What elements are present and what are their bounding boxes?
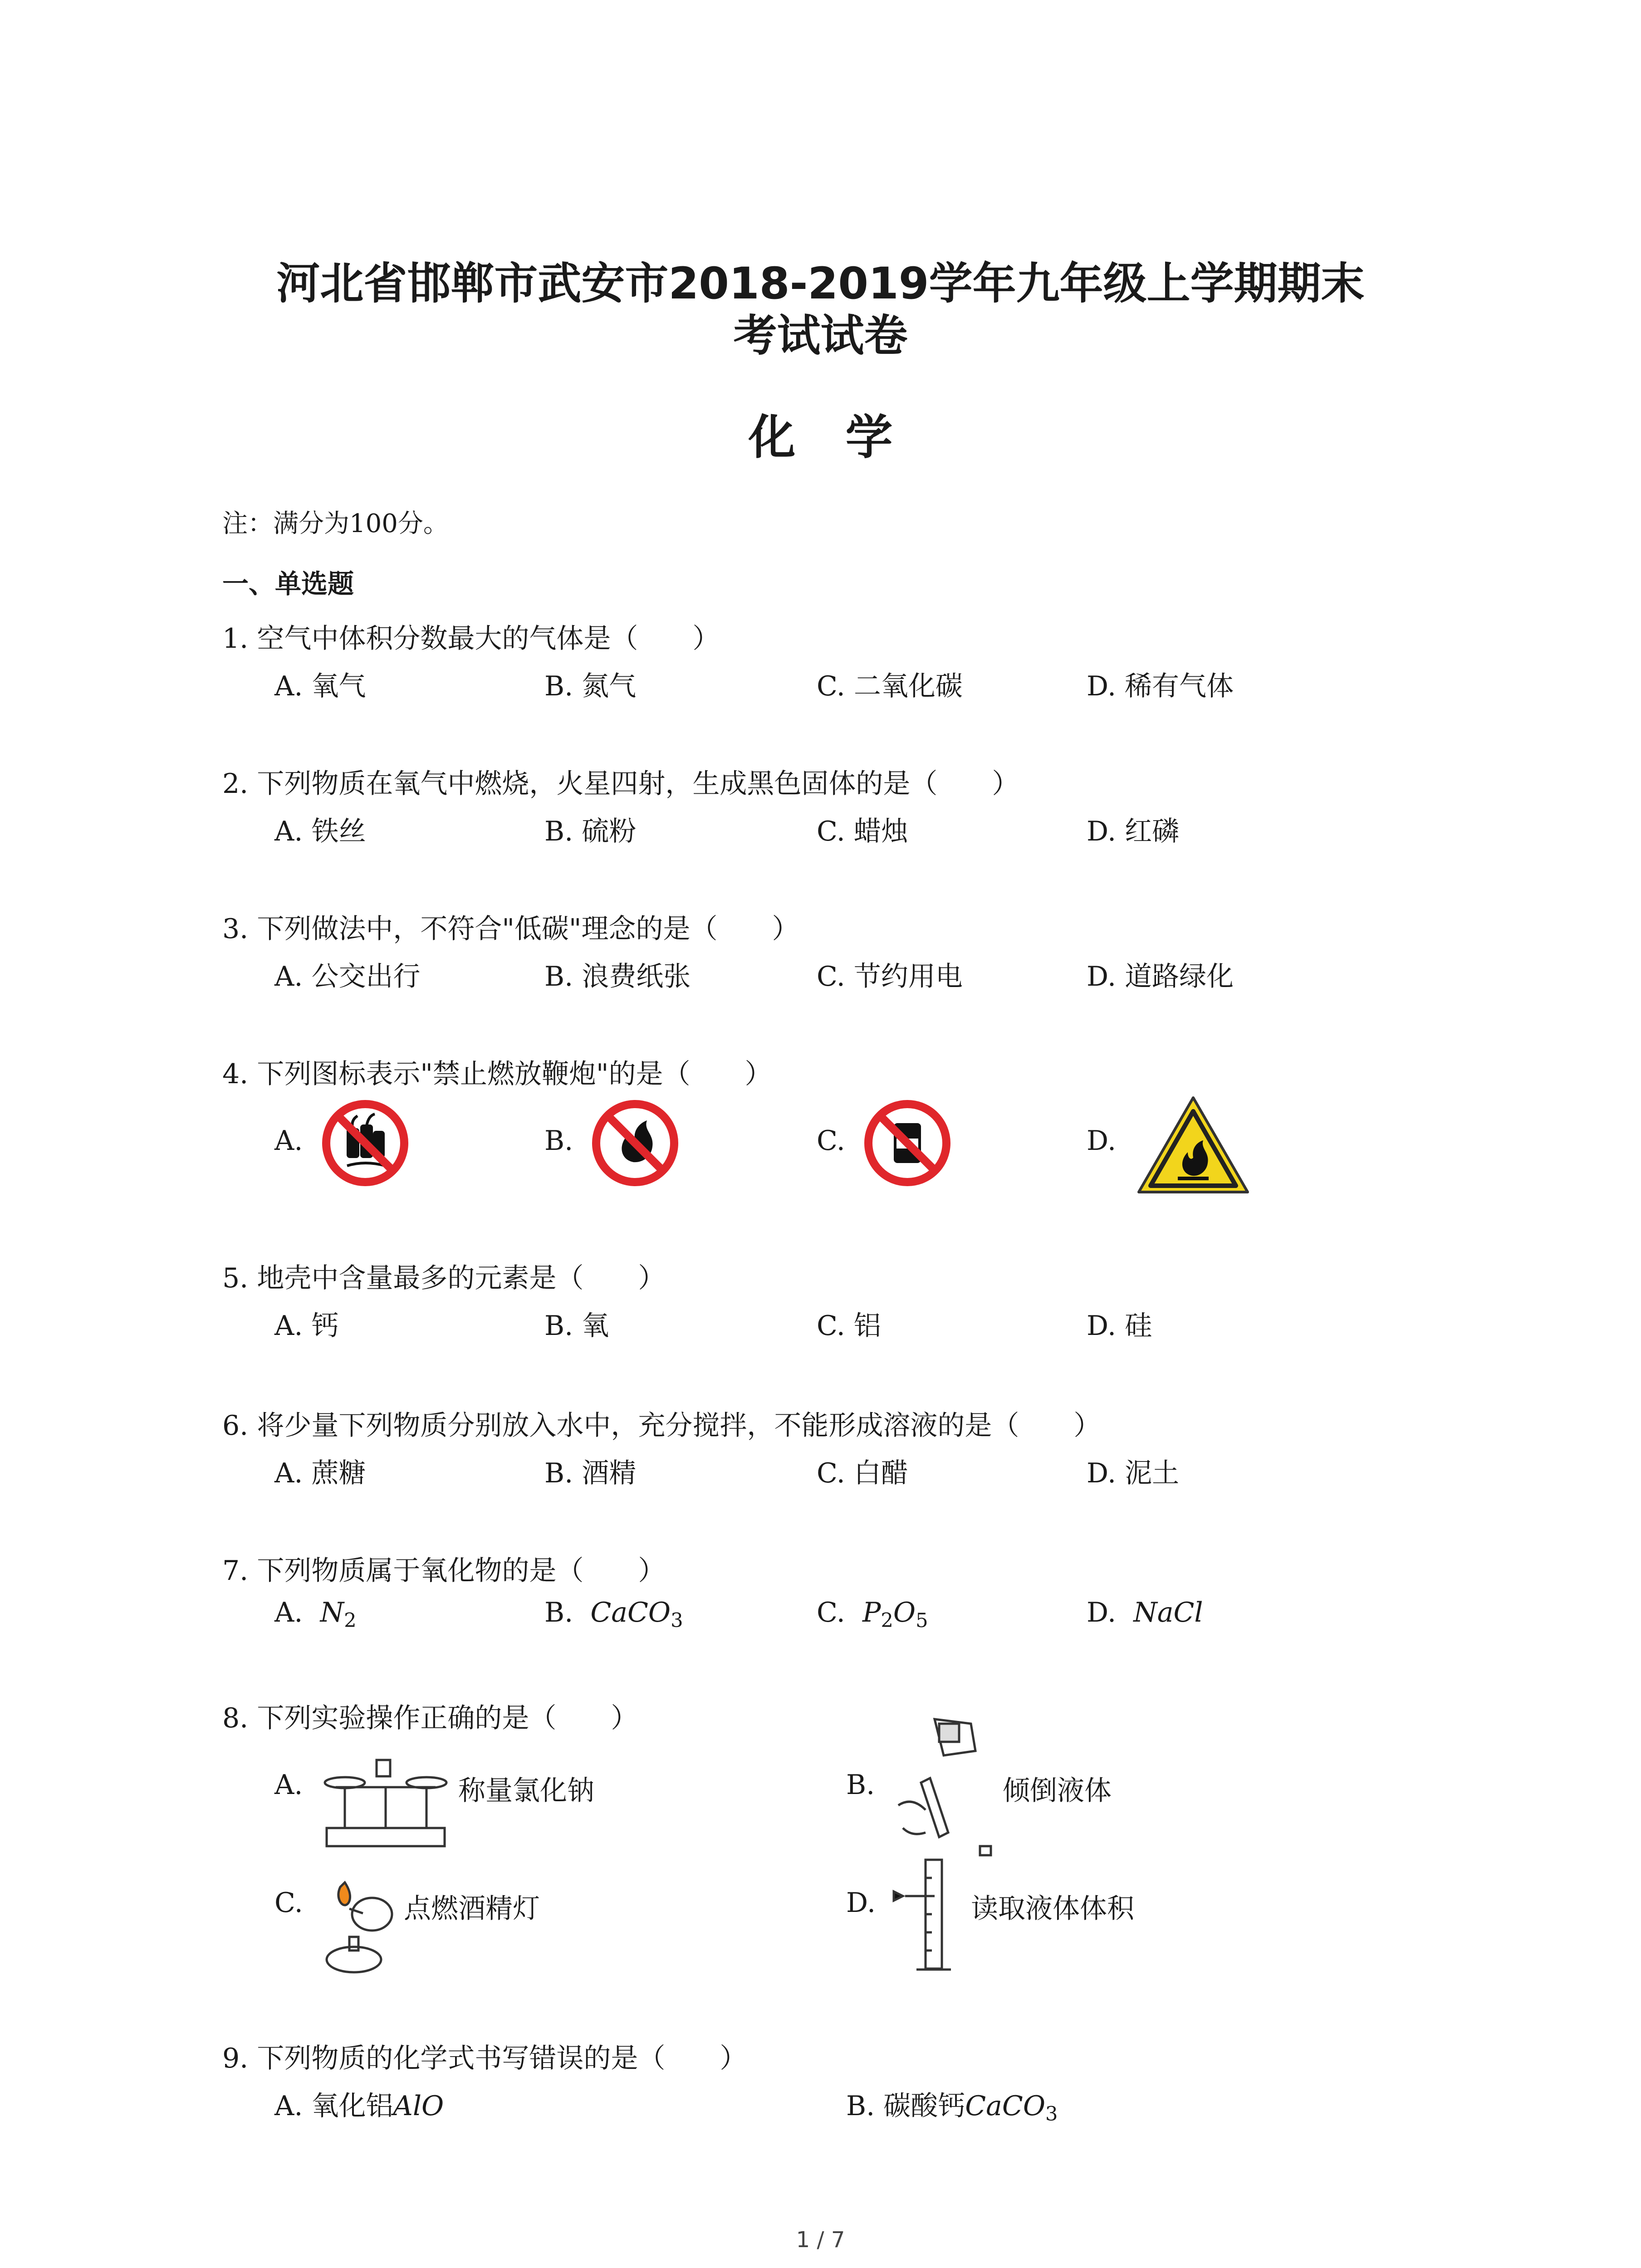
question-2-option-c[interactable]: C. 蜡烛 bbox=[817, 816, 908, 847]
no-flammables-icon[interactable] bbox=[862, 1098, 953, 1188]
question-8-label-d: 读取液体体积 bbox=[971, 1893, 1134, 1925]
question-1-stem: 1. 空气中体积分数最大的气体是（ ） bbox=[222, 623, 720, 655]
question-4-option-d[interactable]: D. bbox=[1087, 1125, 1117, 1157]
question-3-stem: 3. 下列做法中，不符合"低碳"理念的是（ ） bbox=[222, 913, 799, 945]
option-letter: C. bbox=[274, 1887, 303, 1919]
question-2-option-a[interactable]: A. 铁丝 bbox=[274, 816, 366, 847]
question-9-option-b[interactable] bbox=[846, 2084, 1058, 2126]
question-2-option-d[interactable]: D. 红磷 bbox=[1087, 816, 1180, 847]
question-4-stem: 4. 下列图标表示"禁止燃放鞭炮"的是（ ） bbox=[222, 1058, 772, 1090]
formula-nacl: NaCl bbox=[1133, 1597, 1203, 1628]
option-letter: D. bbox=[1087, 1597, 1117, 1628]
question-4-option-b[interactable]: B. bbox=[544, 1125, 573, 1157]
question-8-option-c[interactable] bbox=[274, 1887, 303, 1919]
question-7-stem: 7. 下列物质属于氧化物的是（ ） bbox=[222, 1555, 666, 1587]
page-number: 1 / 7 bbox=[796, 2227, 845, 2253]
formula-caco3: CaCO$_3$ bbox=[965, 2090, 1058, 2126]
question-6-stem: 6. 将少量下列物质分别放入水中，充分搅拌，不能形成溶液的是（ ） bbox=[222, 1410, 1101, 1442]
option-letter: A. bbox=[274, 1769, 303, 1801]
question-8-label-c: 点燃酒精灯 bbox=[404, 1893, 540, 1925]
question-5-stem: 5. 地壳中含量最多的元素是（ ） bbox=[222, 1262, 666, 1294]
balance-scale-icon bbox=[318, 1746, 454, 1851]
question-8-option-a[interactable] bbox=[274, 1769, 303, 1801]
question-5-option-a[interactable]: A. 钙 bbox=[274, 1310, 339, 1342]
question-6-option-a[interactable]: A. 蔗糖 bbox=[274, 1457, 366, 1489]
exam-title-line2: 考试试卷 bbox=[733, 310, 908, 361]
option-letter: B. bbox=[846, 1769, 875, 1801]
question-4-option-c[interactable]: C. bbox=[817, 1125, 845, 1157]
question-9-option-a[interactable] bbox=[274, 2084, 444, 2123]
option-letter: A. bbox=[274, 1597, 303, 1628]
formula-p2o5: $P_2O_5$ bbox=[862, 1597, 928, 1633]
question-7-option-a[interactable] bbox=[274, 1597, 357, 1632]
question-3-option-d[interactable]: D. 道路绿化 bbox=[1087, 961, 1234, 992]
option-letter: D. bbox=[846, 1887, 876, 1919]
question-8-option-d[interactable] bbox=[846, 1887, 876, 1919]
question-1-option-d[interactable]: D. 稀有气体 bbox=[1087, 670, 1234, 702]
option-text: B. 碳酸钙 bbox=[846, 2090, 965, 2122]
exam-title-line1: 河北省邯郸市武安市2018-2019学年九年级上学期期末 bbox=[276, 258, 1365, 309]
question-9-stem: 9. 下列物质的化学式书写错误的是（ ） bbox=[222, 2043, 747, 2074]
question-3-option-b[interactable]: B. 浪费纸张 bbox=[544, 961, 691, 992]
formula-n2: $N_2$ bbox=[320, 1597, 357, 1633]
question-6-option-b[interactable]: B. 酒精 bbox=[544, 1457, 637, 1489]
question-1-option-c[interactable]: C. 二氧化碳 bbox=[817, 670, 963, 702]
question-4-option-a[interactable]: A. bbox=[274, 1125, 303, 1157]
question-3-option-c[interactable]: C. 节约用电 bbox=[817, 961, 963, 992]
question-8-option-b[interactable] bbox=[846, 1769, 875, 1801]
pouring-liquid-icon bbox=[885, 1710, 998, 1864]
question-8-label-b: 倾倒液体 bbox=[1003, 1775, 1112, 1807]
question-5-option-d[interactable]: D. 硅 bbox=[1087, 1310, 1152, 1342]
question-6-option-c[interactable]: C. 白醋 bbox=[817, 1457, 908, 1489]
flammable-warning-icon[interactable] bbox=[1134, 1093, 1252, 1198]
question-7-option-c[interactable] bbox=[817, 1597, 928, 1632]
question-7-option-d[interactable] bbox=[1087, 1597, 1203, 1628]
question-7-option-b[interactable] bbox=[544, 1597, 683, 1632]
alcohol-lamp-icon bbox=[313, 1873, 404, 1978]
graduated-cylinder-icon bbox=[885, 1851, 966, 1982]
formula-caco3: CaCO$_3$ bbox=[590, 1597, 683, 1633]
no-firecrackers-icon[interactable] bbox=[320, 1098, 411, 1188]
question-1-option-a[interactable]: A. 氧气 bbox=[274, 670, 366, 702]
option-letter: B. bbox=[544, 1597, 573, 1628]
section-heading: 一、单选题 bbox=[222, 568, 354, 599]
option-letter: C. bbox=[817, 1597, 845, 1628]
question-5-option-b[interactable]: B. 氧 bbox=[544, 1310, 609, 1342]
question-3-option-a[interactable]: A. 公交出行 bbox=[274, 961, 421, 992]
question-8-stem: 8. 下列实验操作正确的是（ ） bbox=[222, 1702, 638, 1734]
question-8-label-a: 称量氯化钠 bbox=[458, 1775, 594, 1807]
question-2-option-b[interactable]: B. 硫粉 bbox=[544, 816, 637, 847]
question-5-option-c[interactable]: C. 铝 bbox=[817, 1310, 881, 1342]
no-open-flame-icon[interactable] bbox=[590, 1098, 681, 1188]
option-text: A. 氧化铝 bbox=[274, 2090, 393, 2122]
formula-alo: AlO bbox=[393, 2090, 444, 2122]
score-note: 注：满分为100分。 bbox=[222, 509, 449, 538]
question-1-option-b[interactable]: B. 氮气 bbox=[544, 670, 637, 702]
subject-title: 化学 bbox=[748, 410, 943, 465]
question-2-stem: 2. 下列物质在氧气中燃烧，火星四射，生成黑色固体的是（ ） bbox=[222, 768, 1019, 800]
question-6-option-d[interactable]: D. 泥土 bbox=[1087, 1457, 1180, 1489]
